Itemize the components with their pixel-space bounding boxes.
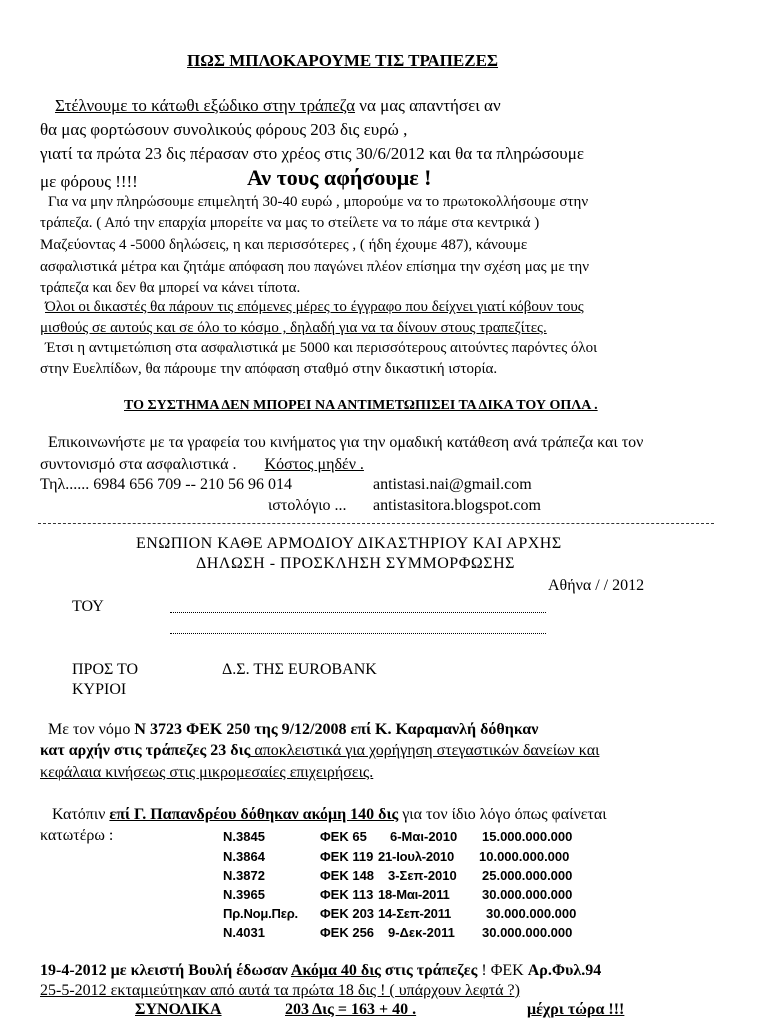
para-line-4: ασφαλιστικά μέτρα και ζητάμε απόφαση που παγώνει πλέον επίσημα την σχέση μας με την [40,259,590,275]
intro-headline: Αν τους αφήσουμε ! [247,165,432,190]
law-number: Ν.3872 [223,868,265,883]
intro-line-2: θα μας φορτώσουν συνολικούς φόρους 203 δις ευρώ , [40,120,408,139]
law-fek: ΦΕΚ 148 [320,868,375,883]
bottom-total-sum: 203 Δις = 163 + 40 . [285,1001,417,1018]
law-number: Ν.3965 [223,887,265,902]
papandreou-rest: για τον ίδιο λόγο όπως φαίνεται [398,806,607,823]
form-date: Αθήνα / / 2012 [548,577,645,594]
law-fek: ΦΕΚ 203 [320,906,375,921]
law-fek: ΦΕΚ 65 [320,829,367,844]
bottom-line-1-lead: 19-4-2012 με κλειστή Βουλή έδωσαν [40,962,291,979]
page-title: ΠΩΣ ΜΠΛΟΚΑΡΟΥΜΕ ΤΙΣ ΤΡΑΠΕΖΕΣ [187,51,499,70]
contact-blog-label: ιστολόγιο ... [268,497,347,514]
intro-line-1-rest: να μας απαντήσει αν [355,96,501,115]
form-name-line-1[interactable] [170,612,546,613]
law-number: Πρ.Νομ.Περ. [223,906,298,921]
law-line-2 [40,742,599,760]
law-amount: 10.000.000.000 [479,849,570,864]
contact-line-2 [40,456,364,474]
law-number: Ν.3864 [223,849,265,864]
law-date: 3-Σεπ-2010 [388,868,457,883]
law-date: 9-Δεκ-2011 [388,925,455,940]
form-tou-label: ΤΟΥ [72,598,104,615]
contact-line-1: Επικοινωνήστε με τα γραφεία του κινήματος για την ομαδική κατάθεση ανά τράπεζα και τον [48,434,644,451]
contact-blog: antistasitora.blogspot.com [373,497,541,514]
bottom-total-note: μέχρι τώρα !!! [527,1001,625,1018]
bottom-line-1-mid: στις τράπεζες [380,962,482,979]
law-line-2-underlined: αποκλειστικά για χορήγηση στεγαστικών δανείων και [250,742,600,759]
law-amount: 30.000.000.000 [486,906,577,921]
law-amount: 30.000.000.000 [482,887,573,902]
para-line-8: Έτσι η αντιμετώπιση στα ασφαλιστικά με 5000 και περισσότερους αιτούντες παρόντες όλοι [45,340,598,356]
bottom-line-1-fek: ! ΦΕΚ [481,962,528,979]
law-fek: ΦΕΚ 113 [320,887,374,902]
para-line-2: τράπεζα. ( Από την επαρχία μπορείτε να μας το στείλετε να το πάμε στα κεντρικά ) [40,215,540,231]
form-heading-1: ΕΝΩΠΙΟΝ ΚΑΘΕ ΑΡΜΟΔΙΟΥ ΔΙΚΑΣΤΗΡΙΟΥ ΚΑΙ ΑΡΧΗΣ [136,535,562,552]
bottom-line-2: 25-5-2012 εκταμιεύτηκαν από αυτά τα πρώτα 18 δις ! ( υπάρχουν λεφτά ?) [40,982,520,999]
law-fek: ΦΕΚ 256 [320,925,375,940]
papandreou-bold: επί Γ. Παπανδρέου δόθηκαν ακόμη 140 δις [109,806,399,823]
law-date: 14-Σεπ-2011 [378,906,452,921]
law-line-1-lead: Με τον νόμο [48,721,135,738]
intro-line-3: γιατί τα πρώτα 23 δις πέρασαν στο χρέος στις 30/6/2012 και θα τα πληρώσουμε [40,144,584,163]
law-date: 21-Ιουλ-2010 [378,849,454,864]
law-amount: 15.000.000.000 [482,829,573,844]
law-number: Ν.3845 [223,829,265,844]
para-line-7: μισθούς σε αυτούς και σε όλο το κόσμο , δηλαδή για να τα δίνουν στους τραπεζίτες. [40,320,547,336]
bottom-line-1-amount: Ακόμα 40 δις [290,962,381,979]
para-line-3: Μαζεύοντας 4 -5000 δηλώσεις, η και περισσότερες , ( ήδη έχουμε 487), κάνουμε [40,237,528,253]
law-line-2-bold: κατ αρχήν στις τράπεζες 23 δις [40,742,251,759]
form-kyrioi: ΚΥΡΙΟΙ [72,681,127,698]
contact-phone: Τηλ...... 6984 656 709 -- 210 56 96 014 [40,476,292,493]
para-line-5: τράπεζα και δεν θα μπορεί να κάνει τίποτα. [40,280,301,296]
law-amount: 30.000.000.000 [482,925,573,940]
intro-line-1 [55,96,501,116]
law-number: Ν.4031 [223,925,265,940]
bottom-line-1 [40,962,601,980]
para-line-9: στην Ευελπίδων, θα πάρουμε την απόφαση σταθμό στην δικαστική ιστορία. [40,361,498,377]
form-recipient: Δ.Σ. ΤΗΣ EUROBANK [222,661,377,678]
contact-email: antistasi.nai@gmail.com [373,476,532,493]
law-date: 18-Μαι-2011 [378,887,450,902]
system-line: ΤΟ ΣΥΣΤΗΜΑ ΔΕΝ ΜΠΟΡΕΙ ΝΑ ΑΝΤΙΜΕΤΩΠΙΣΕΙ ΤΑ ΔΙΚΑ ΤΟΥ ΟΠΛΑ . [124,398,598,413]
cost-zero: Κόστος μηδέν . [264,456,364,473]
papandreou-line-2: κατωτέρω : [40,827,114,844]
para-line-1: Για να μην πληρώσουμε επιμελητή 30-40 ευρώ , μπορούμε να το πρωτοκολλήσουμε στην [48,194,589,210]
form-pros-label: ΠΡΟΣ ΤΟ [72,661,139,678]
intro-line-1-underlined: Στέλνουμε το κάτωθι εξώδικο στην τράπεζα [55,96,356,115]
bottom-line-1-issue: Αρ.Φυλ.94 [527,962,602,979]
bottom-total-label: ΣΥΝΟΛΙΚΑ [135,1001,222,1018]
papandreou-line-1 [52,806,607,824]
contact-line-2-text: συντονισμό στα ασφαλιστικά . [40,456,237,473]
papandreou-lead: Κατόπιν [52,806,110,823]
law-line-3: κεφάλαια κινήσεως στις μικρομεσαίες επιχειρήσεις. [40,764,374,781]
law-line-1-bold: Ν 3723 ΦΕΚ 250 της 9/12/2008 επί Κ. Καραμανλή δόθηκαν [134,721,539,738]
form-name-line-2[interactable] [170,633,546,634]
intro-line-4: με φόρους !!!! [40,172,138,191]
law-line-1 [48,721,538,739]
form-heading-2: ΔΗΛΩΣΗ - ΠΡΟΣΚΛΗΣΗ ΣΥΜΜΟΡΦΩΣΗΣ [196,555,515,572]
separator-line [38,523,714,524]
law-amount: 25.000.000.000 [482,868,573,883]
para-line-6: Όλοι οι δικαστές θα πάρουν τις επόμενες μέρες το έγγραφο που δείχνει γιατί κόβουν τους [45,299,584,315]
law-fek: ΦΕΚ 119 [320,849,374,864]
law-date: 6-Μαι-2010 [390,829,458,844]
